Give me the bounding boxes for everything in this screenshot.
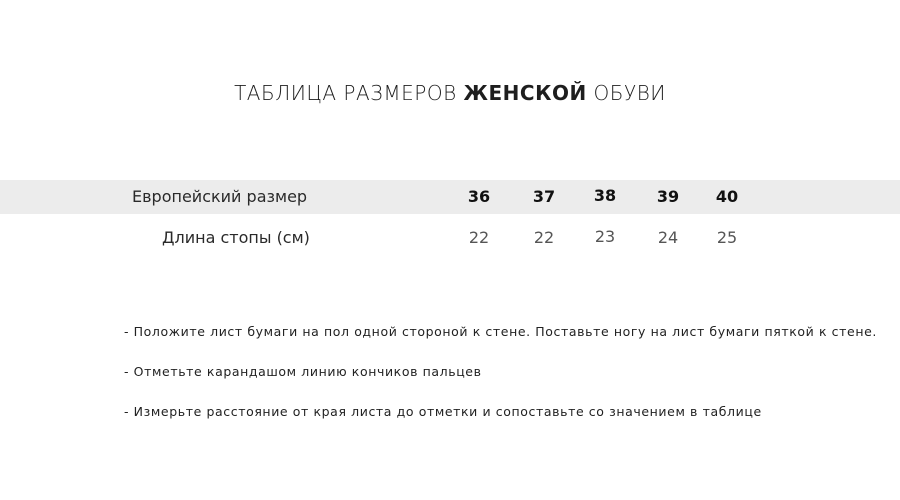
size-cell: 37: [532, 187, 556, 206]
size-cell: 39: [656, 187, 680, 206]
size-cell: 40: [715, 187, 739, 206]
title-prefix: ТАБЛИЦА РАЗМЕРОВ: [234, 81, 464, 105]
size-cell: 38: [593, 186, 617, 205]
length-cell: 25: [716, 228, 738, 247]
row-label-foot-length: Длина стопы (см): [162, 228, 310, 247]
instruction-step-3: - Измерьте расстояние от края листа до отметки и сопоставьте со значением в таблице: [124, 404, 762, 419]
table-row-foot-length: [0, 221, 900, 255]
instruction-step-2: - Отметьте карандашом линию кончиков пальцев: [124, 364, 482, 379]
length-cell: 22: [533, 228, 555, 247]
title-emphasis: ЖЕНСКОЙ: [463, 81, 587, 105]
length-cell: 24: [657, 228, 679, 247]
size-cell: 36: [467, 187, 491, 206]
length-cell: 22: [468, 228, 490, 247]
title-suffix: ОБУВИ: [586, 81, 666, 105]
page-title: [0, 81, 900, 105]
length-cell: 23: [594, 227, 616, 246]
table-row-eu-size: [0, 180, 900, 214]
row-label-eu-size: Европейский размер: [132, 187, 308, 206]
instruction-step-1: - Положите лист бумаги на пол одной стороной к стене. Поставьте ногу на лист бумаги пяткой к стене.: [124, 324, 877, 339]
